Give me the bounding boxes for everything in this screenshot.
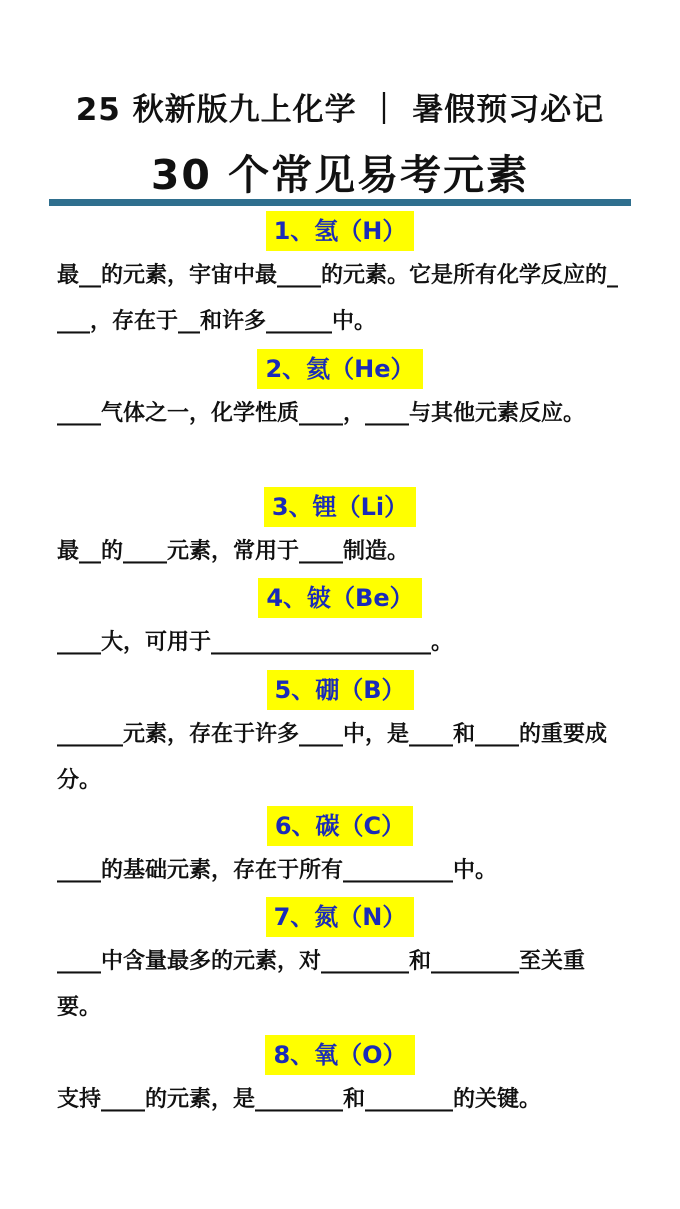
element-heading-carbon: 6、碳（C） bbox=[267, 806, 413, 846]
element-heading-oxygen: 8、氧（O） bbox=[265, 1035, 414, 1075]
element-heading-row bbox=[0, 349, 680, 389]
element-heading-beryllium: 4、铍（Be） bbox=[258, 578, 421, 618]
element-heading-row bbox=[0, 211, 680, 251]
element-heading-boron: 5、硼（B） bbox=[267, 670, 414, 710]
element-heading-nitrogen: 7、氮（N） bbox=[266, 897, 415, 937]
element-text-hydrogen: 最__的元素，宇宙中最____的元素。它是所有化学反应的____，存在于__和许多______中。 bbox=[57, 263, 619, 334]
element-text-beryllium: ____大，可用于____________________。 bbox=[57, 630, 454, 655]
element-heading-lithium: 3、锂（Li） bbox=[264, 487, 416, 527]
element-heading-row bbox=[0, 897, 680, 937]
title-divider bbox=[49, 199, 631, 206]
element-heading-row bbox=[0, 1035, 680, 1075]
element-heading-row bbox=[0, 806, 680, 846]
element-heading-helium: 2、氦（He） bbox=[257, 349, 422, 389]
element-heading-row bbox=[0, 670, 680, 710]
element-text-nitrogen: ____中含量最多的元素，对________和________至关重要。 bbox=[57, 949, 586, 1020]
element-heading-hydrogen: 1、氢（H） bbox=[266, 211, 415, 251]
element-text-lithium: 最__的____元素，常用于____制造。 bbox=[57, 539, 410, 564]
element-text-oxygen: 支持____的元素，是________和________的关键。 bbox=[57, 1087, 542, 1112]
element-text-helium: ____气体之一，化学性质____，____与其他元素反应。 bbox=[57, 401, 586, 426]
page-subtitle: 25 秋新版九上化学 ｜ 暑假预习必记 bbox=[75, 92, 605, 128]
page-title: 30 个常见易考元素 bbox=[150, 151, 530, 199]
element-heading-row bbox=[0, 578, 680, 618]
element-text-boron: ______元素，存在于许多____中，是____和____的重要成分。 bbox=[57, 722, 608, 793]
element-heading-row bbox=[0, 487, 680, 527]
element-text-carbon: ____的基础元素，存在于所有__________中。 bbox=[57, 858, 498, 883]
